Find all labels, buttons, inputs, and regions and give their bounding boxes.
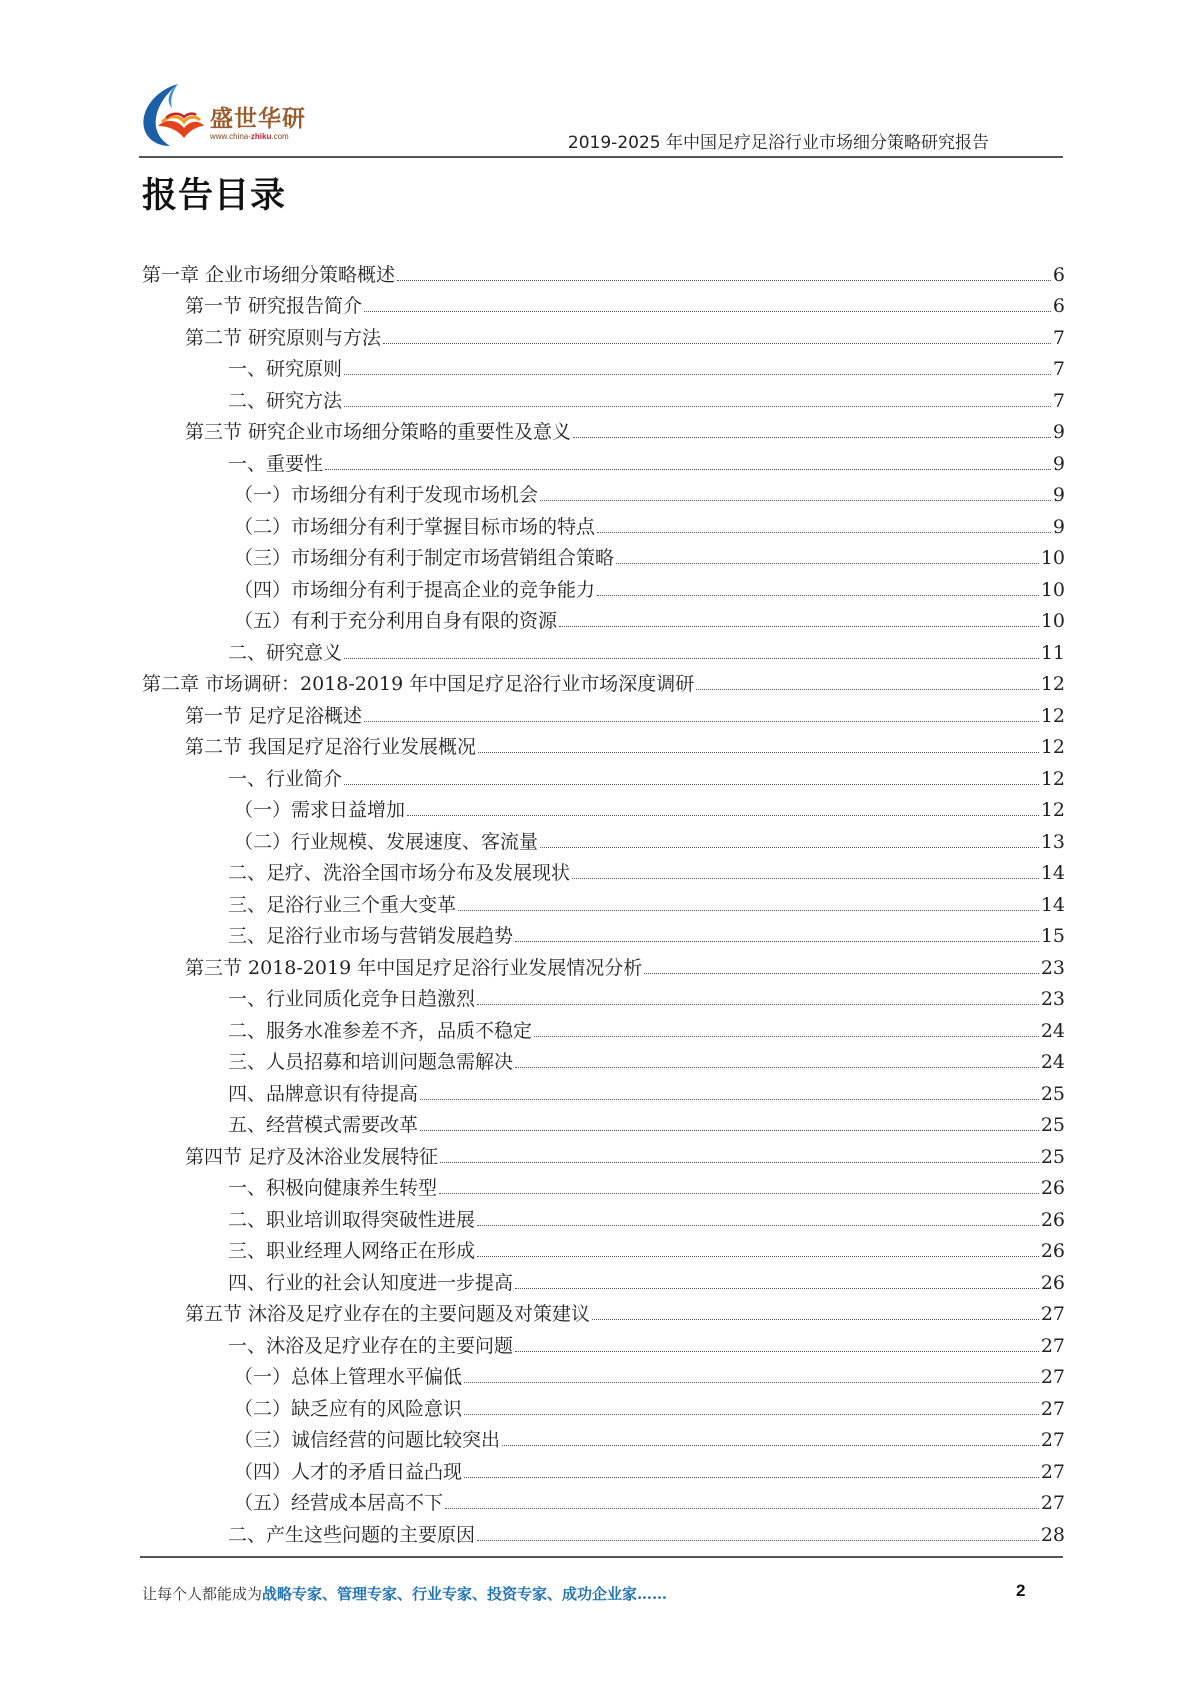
toc-leader-dots bbox=[534, 1036, 1039, 1037]
toc-entry-label: 二、职业培训取得突破性进展 bbox=[228, 1208, 476, 1231]
toc-entry-page: 12 bbox=[1040, 799, 1065, 822]
toc-entry[interactable] bbox=[185, 1299, 1065, 1331]
toc-entry[interactable] bbox=[234, 480, 1065, 512]
toc-entry-label: 三、职业经理人网络正在形成 bbox=[228, 1240, 476, 1263]
toc-entry-label: 三、足浴行业市场与营销发展趋势 bbox=[228, 925, 514, 948]
toc-entry[interactable] bbox=[228, 1110, 1065, 1142]
logo-url-prefix: www.china- bbox=[210, 132, 251, 141]
toc-entry-label: （二）市场细分有利于掌握目标市场的特点 bbox=[234, 515, 596, 538]
toc-entry-label: 五、经营模式需要改革 bbox=[228, 1114, 419, 1137]
toc-leader-dots bbox=[597, 532, 1051, 533]
toc-entry-page: 23 bbox=[1040, 956, 1065, 979]
toc-entry[interactable] bbox=[234, 1425, 1065, 1457]
toc-entry-page: 9 bbox=[1052, 484, 1065, 507]
toc-leader-dots bbox=[344, 784, 1039, 785]
toc-entry-page: 10 bbox=[1040, 610, 1065, 633]
toc-entry[interactable] bbox=[234, 1488, 1065, 1520]
toc-entry[interactable] bbox=[185, 732, 1065, 764]
toc-entry-label: 一、行业简介 bbox=[228, 767, 343, 790]
toc-leader-dots bbox=[325, 469, 1051, 470]
toc-entry[interactable] bbox=[142, 669, 1065, 701]
toc-entry[interactable] bbox=[228, 1205, 1065, 1237]
toc-entry-label: （五）有利于充分利用自身有限的资源 bbox=[234, 610, 558, 633]
toc-entry[interactable] bbox=[228, 858, 1065, 890]
toc-leader-dots bbox=[597, 595, 1039, 596]
toc-entry-page: 27 bbox=[1040, 1397, 1065, 1420]
toc-entry-label: 第一节 研究报告简介 bbox=[185, 295, 363, 318]
toc-entry[interactable] bbox=[234, 1362, 1065, 1394]
toc-entry-label: 第一节 足疗足浴概述 bbox=[185, 704, 363, 727]
slogan-prefix: 让每个人都能成为 bbox=[142, 1585, 263, 1603]
toc-entry[interactable] bbox=[234, 795, 1065, 827]
toc-entry-label: 四、品牌意识有待提高 bbox=[228, 1082, 419, 1105]
toc-entry[interactable] bbox=[228, 1016, 1065, 1048]
toc-leader-dots bbox=[696, 689, 1039, 690]
toc-entry-page: 24 bbox=[1040, 1019, 1065, 1042]
toc-entry-label: 一、研究原则 bbox=[228, 358, 343, 381]
toc-entry-page: 15 bbox=[1040, 925, 1065, 948]
logo-url-mid: zhiku bbox=[250, 132, 272, 141]
toc-entry-page: 24 bbox=[1040, 1051, 1065, 1074]
toc-leader-dots bbox=[502, 1445, 1039, 1446]
toc-leader-dots bbox=[445, 1508, 1039, 1509]
logo-text: 盛世华研 bbox=[210, 106, 306, 132]
toc-entry-page: 23 bbox=[1040, 988, 1065, 1011]
toc-entry-label: 第二节 我国足疗足浴行业发展概况 bbox=[185, 736, 477, 759]
toc-entry[interactable] bbox=[185, 1142, 1065, 1174]
toc-leader-dots bbox=[458, 910, 1039, 911]
toc-leader-dots bbox=[397, 280, 1051, 281]
page-number: 2 bbox=[1016, 1581, 1026, 1600]
toc-entry-page: 13 bbox=[1040, 830, 1065, 853]
toc-entry-label: （一）市场细分有利于发现市场机会 bbox=[234, 484, 539, 507]
toc-entry-label: （四）人才的矛盾日益凸现 bbox=[234, 1460, 463, 1483]
toc-leader-dots bbox=[344, 406, 1051, 407]
toc-entry[interactable] bbox=[228, 764, 1065, 796]
toc-entry-page: 10 bbox=[1040, 547, 1065, 570]
toc-leader-dots bbox=[540, 500, 1051, 501]
footer-divider bbox=[140, 1556, 1063, 1558]
toc-entry-label: 第二章 市场调研：2018-2019 年中国足疗足浴行业市场深度调研 bbox=[142, 673, 695, 696]
toc-entry-label: 一、重要性 bbox=[228, 452, 324, 475]
toc-entry-label: （二）行业规模、发展速度、客流量 bbox=[234, 830, 539, 853]
toc-entry-page: 25 bbox=[1040, 1082, 1065, 1105]
toc-entry-page: 26 bbox=[1040, 1271, 1065, 1294]
toc-leader-dots bbox=[477, 1225, 1039, 1226]
logo-url bbox=[210, 132, 289, 141]
toc-entry-label: 一、沐浴及足疗业存在的主要问题 bbox=[228, 1334, 514, 1357]
toc-leader-dots bbox=[420, 1099, 1039, 1100]
toc-entry-label: 第三节 研究企业市场细分策略的重要性及意义 bbox=[185, 421, 572, 444]
toc-leader-dots bbox=[559, 626, 1039, 627]
toc-entry-page: 6 bbox=[1052, 263, 1065, 286]
toc-entry-label: 一、行业同质化竞争日趋激烈 bbox=[228, 988, 476, 1011]
toc-entry-page: 27 bbox=[1040, 1303, 1065, 1326]
toc-entry-page: 14 bbox=[1040, 893, 1065, 916]
toc-entry[interactable] bbox=[234, 543, 1065, 575]
toc-entry-label: （一）需求日益增加 bbox=[234, 799, 406, 822]
toc-leader-dots bbox=[572, 878, 1039, 879]
toc-entry-page: 7 bbox=[1052, 389, 1065, 412]
footer-slogan bbox=[142, 1583, 667, 1604]
toc-entry[interactable] bbox=[185, 701, 1065, 733]
toc-entry[interactable] bbox=[228, 354, 1065, 386]
toc-leader-dots bbox=[515, 1351, 1039, 1352]
toc-entry-page: 12 bbox=[1040, 767, 1065, 790]
toc-entry[interactable] bbox=[228, 386, 1065, 418]
toc-entry-page: 28 bbox=[1040, 1523, 1065, 1546]
toc-entry-label: 第三节 2018-2019 年中国足疗足浴行业发展情况分析 bbox=[185, 956, 643, 979]
toc-entry-page: 9 bbox=[1052, 515, 1065, 538]
logo-url-suffix: .com bbox=[271, 132, 289, 141]
toc-entry[interactable] bbox=[228, 984, 1065, 1016]
toc-leader-dots bbox=[364, 721, 1039, 722]
toc-entry-page: 26 bbox=[1040, 1208, 1065, 1231]
toc-entry[interactable] bbox=[234, 606, 1065, 638]
toc-entry-page: 27 bbox=[1040, 1366, 1065, 1389]
toc-entry[interactable] bbox=[234, 1457, 1065, 1489]
slogan-suffix: …… bbox=[637, 1585, 668, 1603]
toc-entry-page: 12 bbox=[1040, 704, 1065, 727]
toc-entry[interactable] bbox=[234, 827, 1065, 859]
toc-entry-label: 第四节 足疗及沐浴业发展特征 bbox=[185, 1145, 439, 1168]
header-divider bbox=[139, 156, 1063, 158]
toc-leader-dots bbox=[420, 1130, 1039, 1131]
toc-entry-page: 10 bbox=[1040, 578, 1065, 601]
toc-entry-label: 第五节 沐浴及足疗业存在的主要问题及对策建议 bbox=[185, 1303, 591, 1326]
toc-entry-page: 27 bbox=[1040, 1334, 1065, 1357]
toc-entry-page: 25 bbox=[1040, 1145, 1065, 1168]
toc-leader-dots bbox=[592, 1319, 1039, 1320]
toc-entry-page: 7 bbox=[1052, 326, 1065, 349]
toc-entry-label: （四）市场细分有利于提高企业的竞争能力 bbox=[234, 578, 596, 601]
toc-entry-label: 三、人员招募和培训问题急需解决 bbox=[228, 1051, 514, 1074]
toc-leader-dots bbox=[344, 374, 1051, 375]
toc-leader-dots bbox=[407, 815, 1039, 816]
toc-entry-label: 二、研究意义 bbox=[228, 641, 343, 664]
toc-entry-page: 12 bbox=[1040, 736, 1065, 759]
toc-entry-label: 二、服务水准参差不齐，品质不稳定 bbox=[228, 1019, 533, 1042]
page-title: 报告目录 bbox=[142, 176, 287, 216]
toc-leader-dots bbox=[573, 437, 1051, 438]
toc-entry[interactable] bbox=[228, 638, 1065, 670]
toc-leader-dots bbox=[515, 941, 1039, 942]
toc-leader-dots bbox=[344, 658, 1039, 659]
toc-entry[interactable] bbox=[228, 1268, 1065, 1300]
toc-entry-page: 27 bbox=[1040, 1429, 1065, 1452]
toc-entry-label: 二、产生这些问题的主要原因 bbox=[228, 1523, 476, 1546]
toc-leader-dots bbox=[478, 752, 1039, 753]
toc-entry-page: 12 bbox=[1040, 673, 1065, 696]
slogan-highlight: 战略专家、管理专家、行业专家、投资专家、成功企业家 bbox=[262, 1585, 638, 1603]
toc-entry[interactable] bbox=[185, 417, 1065, 449]
toc-entry[interactable] bbox=[228, 449, 1065, 481]
toc-entry-page: 26 bbox=[1040, 1240, 1065, 1263]
toc-entry-label: 二、研究方法 bbox=[228, 389, 343, 412]
toc-leader-dots bbox=[644, 973, 1039, 974]
toc-entry-label: 二、足疗、洗浴全国市场分布及发展现状 bbox=[228, 862, 571, 885]
toc-leader-dots bbox=[477, 1540, 1039, 1541]
toc-leader-dots bbox=[477, 1256, 1039, 1257]
toc-entry[interactable] bbox=[142, 260, 1065, 292]
toc-entry-page: 14 bbox=[1040, 862, 1065, 885]
toc-leader-dots bbox=[440, 1162, 1039, 1163]
toc-entry[interactable] bbox=[228, 1079, 1065, 1111]
toc-entry[interactable] bbox=[234, 575, 1065, 607]
toc-entry-label: 三、足浴行业三个重大变革 bbox=[228, 893, 457, 916]
toc-leader-dots bbox=[477, 1004, 1039, 1005]
toc-leader-dots bbox=[364, 311, 1051, 312]
toc-entry[interactable] bbox=[228, 1236, 1065, 1268]
toc-entry-page: 11 bbox=[1040, 641, 1065, 664]
toc-leader-dots bbox=[540, 847, 1039, 848]
toc-entry-label: 第一章 企业市场细分策略概述 bbox=[142, 263, 396, 286]
toc-leader-dots bbox=[515, 1067, 1039, 1068]
toc-entry-label: （二）缺乏应有的风险意识 bbox=[234, 1397, 463, 1420]
toc-entry-label: 一、积极向健康养生转型 bbox=[228, 1177, 438, 1200]
toc-leader-dots bbox=[464, 1414, 1039, 1415]
toc-entry[interactable] bbox=[234, 512, 1065, 544]
toc-entry[interactable] bbox=[228, 1331, 1065, 1363]
toc-entry-page: 9 bbox=[1052, 421, 1065, 444]
toc-entry-label: （三）诚信经营的问题比较突出 bbox=[234, 1429, 501, 1452]
toc-entry-page: 6 bbox=[1052, 295, 1065, 318]
toc-entry-page: 27 bbox=[1040, 1492, 1065, 1515]
toc-leader-dots bbox=[464, 1477, 1039, 1478]
report-title: 2019-2025 年中国足疗足浴行业市场细分策略研究报告 bbox=[567, 133, 989, 153]
toc-entry[interactable] bbox=[228, 1173, 1065, 1205]
toc-entry[interactable] bbox=[185, 323, 1065, 355]
toc-entry-page: 7 bbox=[1052, 358, 1065, 381]
toc-entry[interactable] bbox=[185, 291, 1065, 323]
toc-leader-dots bbox=[464, 1382, 1039, 1383]
toc-entry-label: （五）经营成本居高不下 bbox=[234, 1492, 444, 1515]
toc-entry-label: 四、行业的社会认知度进一步提高 bbox=[228, 1271, 514, 1294]
toc-entry-label: 第二节 研究原则与方法 bbox=[185, 326, 382, 349]
toc-entry-page: 27 bbox=[1040, 1460, 1065, 1483]
toc-entry[interactable] bbox=[228, 1520, 1065, 1552]
toc-entry[interactable] bbox=[228, 890, 1065, 922]
toc-entry[interactable] bbox=[185, 953, 1065, 985]
toc-entry[interactable] bbox=[228, 921, 1065, 953]
toc-entry-page: 9 bbox=[1052, 452, 1065, 475]
toc-entry-label: （一）总体上管理水平偏低 bbox=[234, 1366, 463, 1389]
toc-leader-dots bbox=[439, 1193, 1039, 1194]
toc-entry[interactable] bbox=[228, 1047, 1065, 1079]
toc-entry[interactable] bbox=[234, 1394, 1065, 1426]
toc-entry-page: 26 bbox=[1040, 1177, 1065, 1200]
toc-leader-dots bbox=[616, 563, 1039, 564]
toc-entry-page: 25 bbox=[1040, 1114, 1065, 1137]
toc-leader-dots bbox=[383, 343, 1051, 344]
toc-entry-label: （三）市场细分有利于制定市场营销组合策略 bbox=[234, 547, 615, 570]
toc-leader-dots bbox=[515, 1288, 1039, 1289]
